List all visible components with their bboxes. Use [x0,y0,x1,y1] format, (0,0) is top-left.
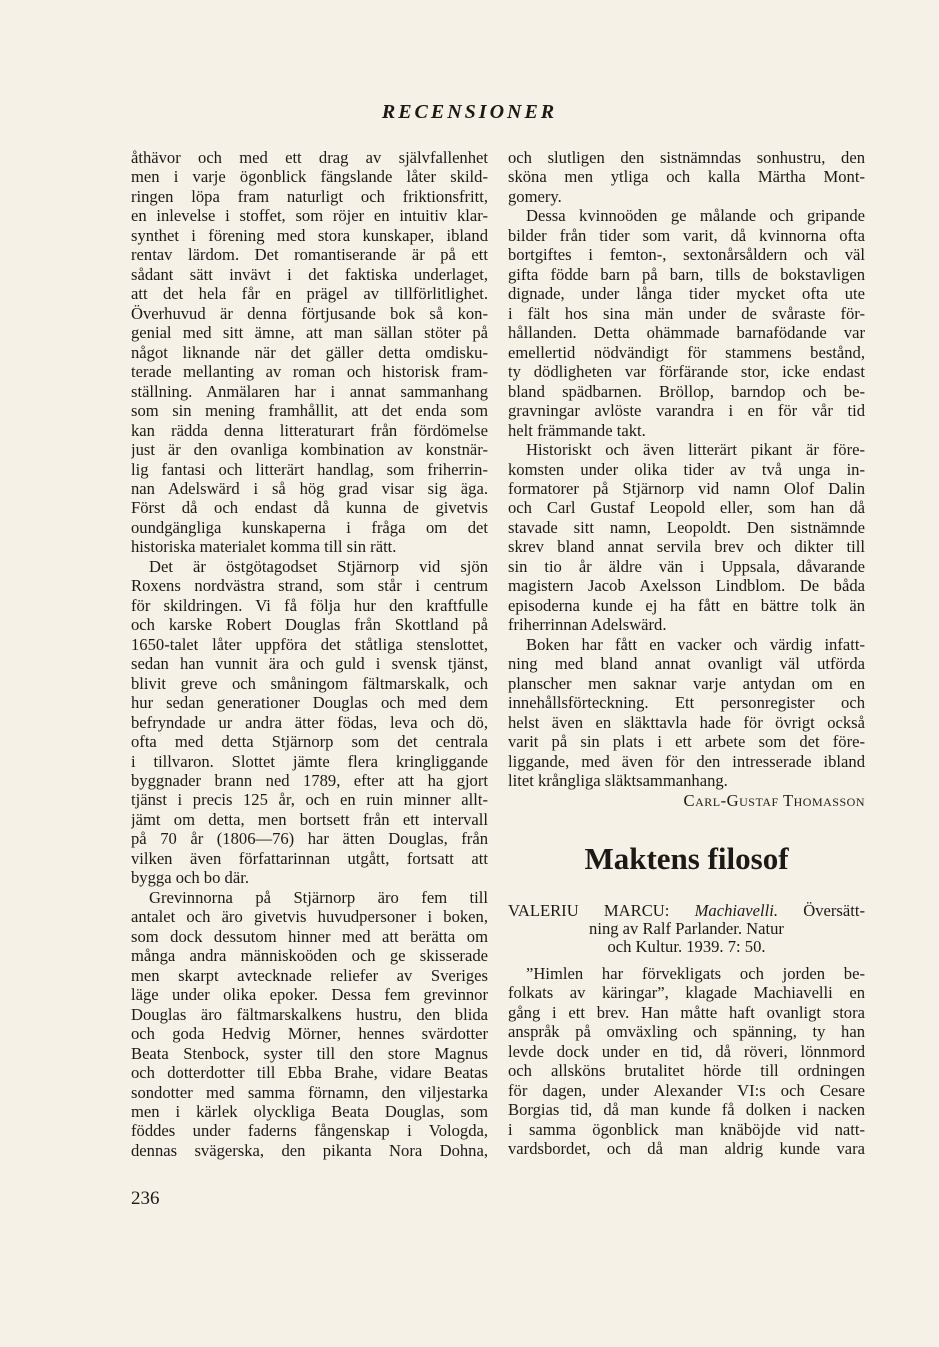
text-line: gång i ett brev. Han måtte haft ovanligt stora [508,1002,865,1022]
text-line: kan rädda denna litteraturart från fördömelse [131,420,488,440]
text-line: hur sedan generationer Douglas och med dem [131,693,488,713]
text-line: en inlevelse i stoffet, som röjer en intuitiv klar- [131,206,488,226]
text-line: terade mellanting av roman och historisk fram- [131,362,488,382]
text-line: sköna men ytliga och kalla Märtha Mont- [508,167,865,187]
text-line: oundgängliga kunskaperna i fråga om det [131,517,488,537]
text-line: just är den ovanliga kombination av konstnär- [131,440,488,460]
text-line: läge under olika epoker. Dessa fem grevinnor [131,985,488,1005]
text-line: vardsbordet, och då man aldrig kunde vara [508,1139,865,1159]
text-line: helt främmande takt. [508,420,646,440]
paragraph [131,888,488,1161]
text-line: Först då och endast då kunna de givetvis [131,498,488,518]
citation-line: och Kultur. 1939. 7: 50. [607,937,766,956]
text-line: friherrinnan Adelswärd. [508,615,667,635]
text-line: men i kärlek olyckliga Beata Douglas, som [131,1101,488,1121]
citation-line: ning av Ralf Parlander. Natur [589,919,784,938]
text-line: i fält hos sina män under de svåraste för- [508,303,865,323]
running-head: RECENSIONER [381,101,558,123]
text-line: jämt om detta, men bortsett från ett intervall [131,809,488,829]
text-line: Beata Stenbock, syster till den store Magnus [131,1043,488,1063]
text-line: Dessa kvinnoöden ge målande och gripande [526,206,865,226]
text-line: ringen löpa fram naturligt och friktionsfritt, [131,186,488,206]
text-line: bilder från tider som varit, då kvinnorna ofta [508,225,865,245]
text-line: ställning. Anmälaren har i annat sammanhang [131,381,488,401]
right-column [508,148,865,811]
text-line: varit på sin plats i ett arbete som det före- [508,732,865,752]
text-line: gifta födde barn på barn, tills de bokstavligen [508,264,865,284]
text-line: Douglas äro fältmarskalkens hustru, den blida [131,1004,488,1024]
text-line: Det är östgötagodset Stjärnorp vid sjön [149,556,488,576]
text-line: sin tio år äldre vän i Uppsala, dåvarande [508,556,865,576]
left-column [131,148,488,1160]
text-line: episoderna kunde ej ha fått en bättre tolk än [508,595,865,615]
text-line: sedan han vunnit ära och guld i svensk tjänst, [131,654,488,674]
text-line: ning med bland annat ovanligt väl utförda [508,654,865,674]
text-line: byggnader brann ned 1789, efter att ha gjort [131,771,488,790]
review2-body [508,964,865,1159]
text-line: sådant sätt invävt i det faktiska underlaget, [131,264,488,284]
text-line: bland spädbarnen. Bröllop, barndop och be- [508,381,865,401]
text-line: befryndade ur andra ätter födas, leva och dö, [131,712,488,732]
text-line: och allsköns brutalitet hörde till ordningen [508,1061,865,1081]
text-line: bygga och bo där. [131,868,249,888]
text-line: ofta med detta Stjärnorp som det centrala [131,732,488,752]
text-line: på 70 år (1806—76) har ätten Douglas, från [131,829,488,849]
text-line: komsten under olika tider av två unga in- [508,459,865,479]
text-line: planscher men saknar varje antydan om en [508,673,865,693]
text-line: Roxens nordvästra strand, som står i centrum [131,576,488,596]
text-line: vilken även författarinnan utgått, fortsatt att [131,848,488,868]
text-line: föddes under faderns fångenskap i Vologda, [131,1121,488,1141]
text-line: 1650-talet låter uppföra det ståtliga stenslottet, [131,634,488,654]
text-line: folkats av käringar”, klagade Machiavelli en [508,983,865,1003]
text-line: historiska materialet komma till sin rätt. [131,537,397,557]
text-line: antalet och äro givetvis huvudpersoner i boken, [131,907,488,927]
citation-line [508,902,865,920]
text-line: och goda Hedvig Mörner, hennes svärdotter [131,1024,488,1044]
citation-book-title: Machiavelli. [694,901,779,920]
text-line: som sin mening framhållit, att det enda som [131,401,488,421]
text-line: åthävor och med ett drag av självfallenhet [131,148,488,167]
review-title: Maktens filosof [584,841,789,876]
text-line: att det hela får en prägel av tillförlitlighet. [131,284,488,304]
text-line: och dotterdotter till Ebba Brahe, vidare Beatas [131,1063,488,1083]
text-line: gravningar avlöste varandra i en för vår tid [508,401,865,421]
text-line: synthet i förening med stora kunskaper, ibland [131,225,488,245]
text-line: många andra människoöden och ge skisserade [131,946,488,966]
text-line: emellertid nödvändigt för stammens bestånd, [508,342,865,362]
text-line: sondotter med samma förnamn, den viljestarka [131,1082,488,1102]
text-line: nan Adelswärd i så hög grad visar sig äga. [131,478,488,498]
text-line: dennas svägerska, den pikanta Nora Dohna, [131,1140,488,1160]
text-line: som dock dessutom hinner med att berätta om [131,926,488,946]
text-line: innehållsförteckning. Ett personregister och [508,693,865,713]
text-line: men skarpt avtecknade reliefer av Sveriges [131,965,488,985]
text-line: stavade sitt namn, Leopoldt. Den sistnämnde [508,517,865,537]
text-line: i samma ögonblick man knäböjde vid natt- [508,1119,865,1139]
text-line: Grevinnorna på Stjärnorp äro fem till [149,887,488,907]
text-line: tjänst i precis 125 år, och en ruin minner allt- [131,790,488,810]
text-line: Överhuvud är denna förtjusande bok så kon- [131,303,488,323]
text-line: hållanden. Detta ohämmade barnafödande var [508,323,865,343]
text-line: Boken har fått en vacker och värdig infatt- [526,634,865,654]
paragraph [131,148,488,557]
text-line: magistern Jacob Axelsson Lindblom. De båda [508,576,865,596]
text-line: bortgiftes i femton-, sextonårsåldern och väl [508,245,865,265]
reviewer-signature: Carl-Gustaf Thomasson [683,791,865,811]
page-number: 236 [131,1188,160,1209]
citation-author: VALERIU MARCU: [508,901,670,920]
text-line: dignade, under långa tider mycket ofta ute [508,284,865,304]
text-line: Borgias tid, då man kunde få dolken i nacken [508,1100,865,1120]
paragraph [508,964,865,1159]
text-line: litet krångliga släktsammanhang. [508,771,728,790]
text-line: något liknande när det gäller detta omdisku- [131,342,488,362]
paragraph [131,557,488,888]
paragraph [508,206,865,440]
text-line: och karske Robert Douglas från Skottland på [131,615,488,635]
text-line: helst även en släkttavla hade för övrigt också [508,712,865,732]
text-line: för skildringen. Vi få följa hur den kraftfulle [131,595,488,615]
text-line: gomery. [508,186,562,206]
text-line: för dagen, under Alexander VI:s och Cesare [508,1080,865,1100]
text-line: anspråk på omväxling och spänning, ty han [508,1022,865,1042]
text-line: ty dödligheten var förfärande stor, icke endast [508,362,865,382]
text-line: skrev bland annat servila brev och dikter till [508,537,865,557]
text-line: men i varje ögonblick fängslande låter skild- [131,167,488,187]
book-citation [508,902,865,956]
text-line: och slutligen den sistnämndas sonhustru, den [508,148,865,167]
paragraph [508,635,865,791]
text-line: rentav lärdom. Det romantiserande är på ett [131,245,488,265]
text-line: liggande, med även för den intresserade ibland [508,751,865,771]
text-line: Historiskt och även litterärt pikant är före- [526,440,865,460]
paragraph [508,148,865,206]
citation-text: Översätt- [803,901,865,920]
text-line: blivit greve och småningom fältmarskalk, och [131,673,488,693]
text-line: genial med sitt ämne, att man sällan stöter på [131,323,488,343]
text-line: ”Himlen har förvekligats och jorden be- [526,964,865,983]
paragraph [508,440,865,635]
text-line: lig fantasi och litterärt handlag, som friherrin- [131,459,488,479]
text-line: i tillvaron. Slottet jämte flera kringliggande [131,751,488,771]
text-line: levde dock under en tid, då röveri, lönnmord [508,1041,865,1061]
text-line: och Carl Gustaf Leopold eller, som han då [508,498,865,518]
text-line: formatorer på Stjärnorp vid namn Olof Dalin [508,478,865,498]
